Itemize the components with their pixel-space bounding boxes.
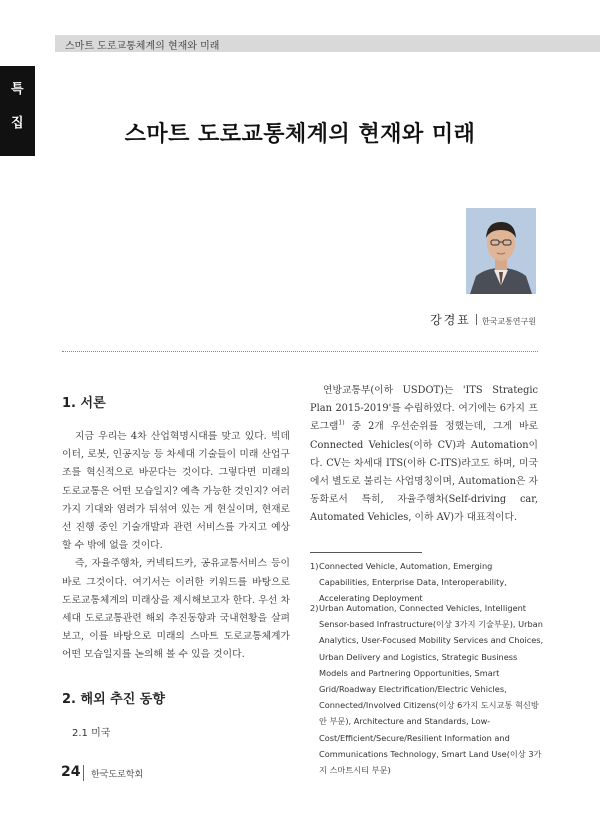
author-photo [466, 208, 536, 294]
footnote-2-number: 2) [310, 603, 319, 613]
section-heading-intro: 1. 서론 [62, 396, 106, 411]
footnote-marker-1[interactable]: 1) [338, 420, 345, 428]
section-tab-char-1: 특 [11, 82, 24, 97]
section-tab-char-2: 집 [11, 116, 24, 131]
article-title: 스마트 도로교통체계의 현재와 미래 [124, 122, 476, 147]
intro-paragraph-1: 지금 우리는 4차 산업혁명시대를 맞고 있다. 빅데이터, 로봇, 인공지능 등 차세대 기술들이 미래 산업구조를 혁신적으로 바꾼다는 것이다. 그렇다면 미래의 도로교통은 어떤 모습일지? 예측 가능한 것인지? 여러 가지 기대와 염려가 뒤섞여 있는 게 현실이며, 현재로선 진행 중인 기술개발과 관련 서비스를 가지고 예상할 수 밖에 없을 것이다. [62, 431, 290, 552]
intro-paragraph-2: 즉, 자율주행차, 커넥티드카, 공유교통서비스 등이 바로 그것이다. 여기서는 이러한 키워드를 바탕으로 도로교통체계의 미래상을 제시해보고자 한다. 우선 차세대 도로교통관련 해외 추진동향과 국내현황을 살펴보고, 이를 바탕으로 미래의 스마트 도로교통체계가 어떤 모습일지를 논의해 볼 수 있을 것이다. [62, 558, 290, 661]
footnote-2-text: Urban Automation, Connected Vehicles, Intelligent Sensor-based Infrastructure(이상 3가지 기술부문), Urban Analytics, User-Focused Mobility Services and Choices, Urban Delivery and Logistics, Strategic Business Models and Partnering Opportunities, Smart Grid/Roadway Electrification/Electric Vehicles, Connected/Involved Citizens(이상 6가지 도시교통 혁신방안 부문), Architecture and Standards, Low-Cost/Efficient/Secure/Resilient Information and Communications Technology, Smart Land Use(이상 3가지 스마트시티 부문) [319, 603, 544, 776]
author-divider [476, 314, 477, 325]
footer-divider [83, 765, 84, 781]
subsection-heading-us: 2.1 미국 [72, 728, 111, 739]
right-column-body [310, 382, 538, 528]
footnote-divider [310, 552, 422, 553]
dotted-divider [62, 351, 538, 352]
intro-body [62, 428, 290, 665]
footnote-1-number: 1) [310, 561, 319, 571]
usdot-text-part-2: 중 2개 우선순위를 정했는데, 그게 바로 Connected Vehicles(이하 CV)과 Automation이다. CV는 차세대 ITS(이하 C-ITS)라고도 하며, 미국에서 별도로 불리는 사업명칭이며, Automation은 자동화로서 특히, 자율주행차(Self-driving car, Automated Vehicles, 이하 AV)가 대표적이다. [310, 421, 538, 524]
running-header-title: 스마트 도로교통체계의 현재와 미래 [65, 41, 220, 52]
section-heading-overseas: 2. 해외 추진 동향 [62, 692, 165, 707]
author-name: 강경표 [430, 313, 471, 327]
author-affiliation: 한국교통연구원 [481, 317, 536, 326]
footnote-2 [310, 600, 546, 776]
usdot-text-part-1: 연방교통부(이하 USDOT)는 'ITS Strategic Plan 2015-2019'를 수립하였다. 여기에는 6가지 프로그램 [310, 385, 538, 433]
running-header [55, 35, 600, 52]
publisher-name: 한국도로학회 [91, 770, 144, 780]
page-number: 24 [61, 764, 81, 780]
footnote-1-text: Connected Vehicle, Automation, Emerging Capabilities, Enterprise Data, Interoperability, Accelerating Deployment [319, 561, 507, 604]
author-byline [430, 309, 536, 328]
usdot-paragraph [310, 382, 538, 528]
